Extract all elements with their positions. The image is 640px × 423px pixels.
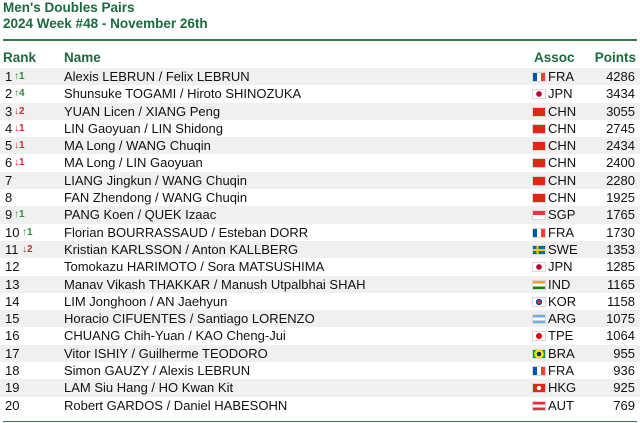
- rank-value: 15: [5, 311, 20, 327]
- flag-icon-aut: [532, 401, 546, 411]
- column-headers: [0, 50, 640, 68]
- table-row[interactable]: [0, 397, 640, 414]
- points-value: 1925: [606, 190, 635, 206]
- flag-icon-chn: [532, 158, 546, 168]
- player-pair-name[interactable]: MA Long / WANG Chuqin: [64, 138, 211, 154]
- rank-up-indicator: ↑4: [14, 88, 25, 100]
- assoc-code: SGP: [548, 207, 576, 223]
- player-pair-name[interactable]: Horacio CIFUENTES / Santiago LORENZO: [64, 311, 315, 327]
- player-pair-name[interactable]: Manav Vikash THAKKAR / Manush Utpalbhai SHAH: [64, 276, 366, 292]
- player-pair-name[interactable]: Tomokazu HARIMOTO / Sora MATSUSHIMA: [64, 259, 325, 275]
- assoc-code: BRA: [548, 345, 575, 361]
- player-pair-name[interactable]: Vitor ISHIY / Guilherme TEODORO: [64, 345, 268, 361]
- points-value: 1075: [606, 311, 635, 327]
- points-value: 1765: [606, 207, 635, 223]
- table-row[interactable]: [0, 276, 640, 293]
- rank-value: 17: [5, 345, 20, 361]
- points-value: 2434: [606, 138, 635, 154]
- assoc-code: ARG: [548, 311, 577, 327]
- assoc-code: IND: [548, 276, 571, 292]
- table-row[interactable]: [0, 68, 640, 85]
- player-pair-name[interactable]: Kristian KARLSSON / Anton KALLBERG: [64, 241, 299, 257]
- flag-icon-fra: [532, 366, 546, 376]
- flag-icon-chn: [532, 124, 546, 134]
- rank-value: 14: [5, 293, 20, 309]
- points-value: 955: [613, 345, 635, 361]
- rank-value: 2: [5, 86, 13, 102]
- rankings-table: [0, 68, 640, 414]
- points-value: 925: [613, 380, 635, 396]
- points-value: 4286: [606, 69, 635, 84]
- table-row[interactable]: [0, 345, 640, 362]
- rank-value: 5: [5, 138, 13, 154]
- player-pair-name[interactable]: Alexis LEBRUN / Felix LEBRUN: [64, 69, 250, 84]
- points-value: 1158: [607, 293, 635, 309]
- page-title: Men's Doubles Pairs: [3, 0, 135, 15]
- player-pair-name[interactable]: LIN Gaoyuan / LIN Shidong: [64, 120, 223, 136]
- flag-icon-chn: [532, 193, 546, 203]
- points-value: 769: [613, 397, 635, 413]
- points-value: 1285: [606, 259, 635, 275]
- player-pair-name[interactable]: Florian BOURRASSAUD / Esteban DORR: [64, 224, 309, 240]
- points-value: 3434: [606, 86, 635, 102]
- rank-down-indicator: ↓1: [14, 122, 25, 134]
- flag-icon-chn: [532, 176, 546, 186]
- table-row[interactable]: [0, 85, 640, 102]
- flag-icon-bra: [532, 349, 546, 359]
- table-row[interactable]: [0, 379, 640, 396]
- flag-icon-chn: [532, 141, 546, 151]
- assoc-code: CHN: [548, 172, 577, 188]
- rank-value: 11: [5, 241, 19, 257]
- player-pair-name[interactable]: Robert GARDOS / Daniel HABESOHN: [64, 397, 288, 413]
- player-pair-name[interactable]: Shunsuke TOGAMI / Hiroto SHINOZUKA: [64, 86, 302, 102]
- assoc-code: CHN: [548, 120, 577, 136]
- rank-value: 12: [5, 259, 20, 275]
- rank-down-indicator: ↓2: [14, 105, 25, 117]
- player-pair-name[interactable]: LAM Siu Hang / HO Kwan Kit: [64, 380, 234, 396]
- flag-icon-chn: [532, 107, 546, 117]
- assoc-code: HKG: [548, 380, 577, 396]
- table-row[interactable]: [0, 137, 640, 154]
- assoc-code: SWE: [548, 241, 578, 257]
- player-pair-name[interactable]: LIANG Jingkun / WANG Chuqin: [64, 172, 248, 188]
- player-pair-name[interactable]: LIM Jonghoon / AN Jaehyun: [64, 293, 228, 309]
- player-pair-name[interactable]: YUAN Licen / XIANG Peng: [64, 103, 221, 119]
- player-pair-name[interactable]: FAN Zhendong / WANG Chuqin: [64, 190, 248, 206]
- assoc-code: AUT: [548, 397, 574, 413]
- rank-value: 16: [5, 328, 20, 344]
- rank-value: 1: [5, 69, 13, 84]
- flag-icon-hkg: [532, 383, 546, 393]
- points-value: 2280: [606, 172, 635, 188]
- assoc-code: KOR: [548, 293, 577, 309]
- flag-icon-arg: [532, 314, 546, 324]
- points-value: 936: [613, 363, 635, 379]
- column-header-assoc[interactable]: Assoc: [534, 50, 575, 65]
- points-value: 1353: [606, 241, 635, 257]
- points-value: 2745: [606, 120, 635, 136]
- player-pair-name[interactable]: PANG Koen / QUEK Izaac: [64, 207, 217, 223]
- assoc-code: TPE: [548, 328, 574, 344]
- table-row[interactable]: [0, 172, 640, 189]
- table-row[interactable]: [0, 103, 640, 120]
- table-row[interactable]: [0, 241, 640, 258]
- flag-icon-tpe: [532, 331, 546, 341]
- table-row[interactable]: [0, 189, 640, 206]
- rank-value: 13: [5, 276, 20, 292]
- rank-down-indicator: ↓2: [22, 243, 33, 255]
- rank-up-indicator: ↑1: [14, 71, 25, 82]
- rank-value: 8: [5, 190, 13, 206]
- assoc-code: CHN: [548, 155, 577, 171]
- assoc-code: FRA: [548, 224, 574, 240]
- player-pair-name[interactable]: CHUANG Chih-Yuan / KAO Cheng-Jui: [64, 328, 286, 344]
- table-row[interactable]: [0, 362, 640, 379]
- flag-icon-jpn: [532, 89, 546, 99]
- player-pair-name[interactable]: Simon GAUZY / Alexis LEBRUN: [64, 363, 251, 379]
- rank-value: 10: [5, 224, 20, 240]
- flag-icon-sgp: [532, 210, 546, 220]
- table-row[interactable]: [0, 206, 640, 223]
- table-bottom-divider: [3, 421, 637, 422]
- assoc-code: CHN: [548, 103, 577, 119]
- rank-value: 7: [5, 172, 13, 188]
- rank-down-indicator: ↓1: [14, 140, 25, 152]
- rank-up-indicator: ↑1: [22, 226, 33, 238]
- table-row[interactable]: [0, 293, 640, 310]
- rank-value: 9: [5, 207, 13, 223]
- points-value: 1064: [606, 328, 635, 344]
- flag-icon-jpn: [532, 262, 546, 272]
- flag-icon-kor: [532, 297, 546, 307]
- assoc-code: FRA: [548, 69, 574, 84]
- assoc-code: CHN: [548, 138, 577, 154]
- flag-icon-fra: [532, 228, 546, 238]
- assoc-code: FRA: [548, 363, 574, 379]
- flag-icon-ind: [532, 280, 546, 290]
- table-row[interactable]: [0, 224, 640, 241]
- table-row[interactable]: [0, 327, 640, 344]
- rank-value: 18: [5, 363, 20, 379]
- points-value: 1165: [607, 276, 635, 292]
- rank-value: 3: [5, 103, 13, 119]
- rank-up-indicator: ↑1: [14, 209, 25, 221]
- column-header-points[interactable]: Points: [594, 50, 636, 65]
- assoc-code: JPN: [548, 259, 573, 275]
- column-header-rank[interactable]: Rank: [3, 50, 37, 65]
- header-divider: [3, 39, 637, 41]
- rank-value: 6: [5, 155, 13, 171]
- table-row[interactable]: [0, 310, 640, 327]
- table-row[interactable]: [0, 120, 640, 137]
- flag-icon-fra: [532, 72, 546, 82]
- rank-value: 4: [5, 120, 13, 136]
- table-row[interactable]: [0, 154, 640, 171]
- player-pair-name[interactable]: MA Long / LIN Gaoyuan: [64, 155, 203, 171]
- table-row[interactable]: [0, 258, 640, 275]
- points-value: 1730: [606, 224, 635, 240]
- assoc-code: JPN: [548, 86, 573, 102]
- rank-value: 20: [5, 397, 20, 413]
- page-subtitle: 2024 Week #48 - November 26th: [3, 16, 208, 31]
- points-value: 3055: [606, 103, 635, 119]
- column-header-name[interactable]: Name: [64, 50, 101, 65]
- points-value: 2400: [606, 155, 635, 171]
- flag-icon-swe: [532, 245, 546, 255]
- assoc-code: CHN: [548, 190, 577, 206]
- rank-value: 19: [5, 380, 20, 396]
- rank-down-indicator: ↓1: [14, 157, 25, 169]
